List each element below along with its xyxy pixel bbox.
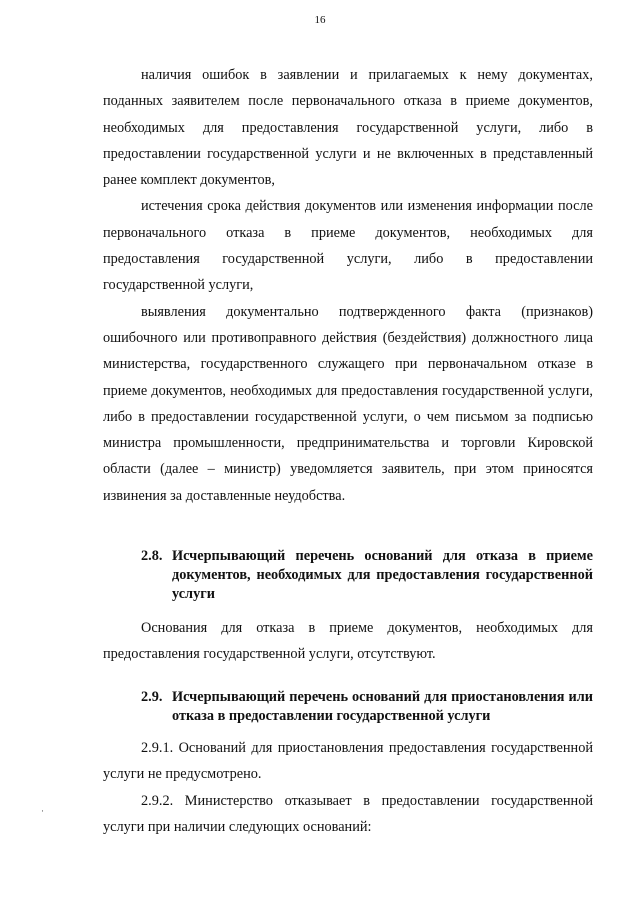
paragraph-wrongful-action: выявления документально подтвержденного факта (признаков) ошибочного или противоправного действия (бездействия) должностного лица министерства, государственного служащего при первоначальном отказе в приеме документов, необходимых для предоставления государственной услуги, либо в предоставлении государственной услуги, о чем письмом за подписью министра промышленности, предпринимательства и торговли Кировской области (далее – министр) уведомляется заявитель, при этом приносятся извинения за доставленные неудобства. — [103, 303, 593, 504]
paragraph-errors: наличия ошибок в заявлении и прилагаемых к нему документах, поданных заявителем после первоначального отказа в приеме документов, необходимых для предоставления государственной услуги, либо в предоставлении государственной услуги и не включенных в представленный ранее комплект документов, — [103, 67, 593, 189]
section-title: Исчерпывающий перечень оснований для приостановления или отказа в предоставлении государственной услуги — [172, 689, 593, 724]
section-title: Исчерпывающий перечень оснований для отказа в приеме документов, необходимых для предоставления государственной услуги — [172, 548, 593, 602]
paragraph-2-9-1: 2.9.1. Оснований для приостановления предоставления государственной услуги не предусмотрено. — [103, 740, 593, 783]
section-2-8-body — [103, 615, 593, 668]
page-number: 16 — [314, 14, 326, 26]
section-number: 2.8. — [141, 548, 163, 564]
section-2-9-body — [103, 735, 593, 840]
section-number: 2.9. — [141, 689, 163, 705]
paragraph-expiry: истечения срока действия документов или изменения информации после первоначального отказа в приеме документов, необходимых для предоставления государственной услуги, либо в предоставлении государственной услуги, — [103, 198, 593, 294]
section-2-9-heading — [141, 688, 593, 726]
body-block-1 — [103, 62, 593, 509]
paragraph-2-9-2: 2.9.2. Министерство отказывает в предоставлении государственной услуги при наличии следующих оснований: — [103, 792, 593, 835]
paragraph-no-grounds: Основания для отказа в приеме документов, необходимых для предоставления государственной услуги, отсутствуют. — [103, 620, 593, 663]
scan-artifact: · — [41, 806, 44, 816]
section-2-8-heading — [141, 547, 593, 604]
